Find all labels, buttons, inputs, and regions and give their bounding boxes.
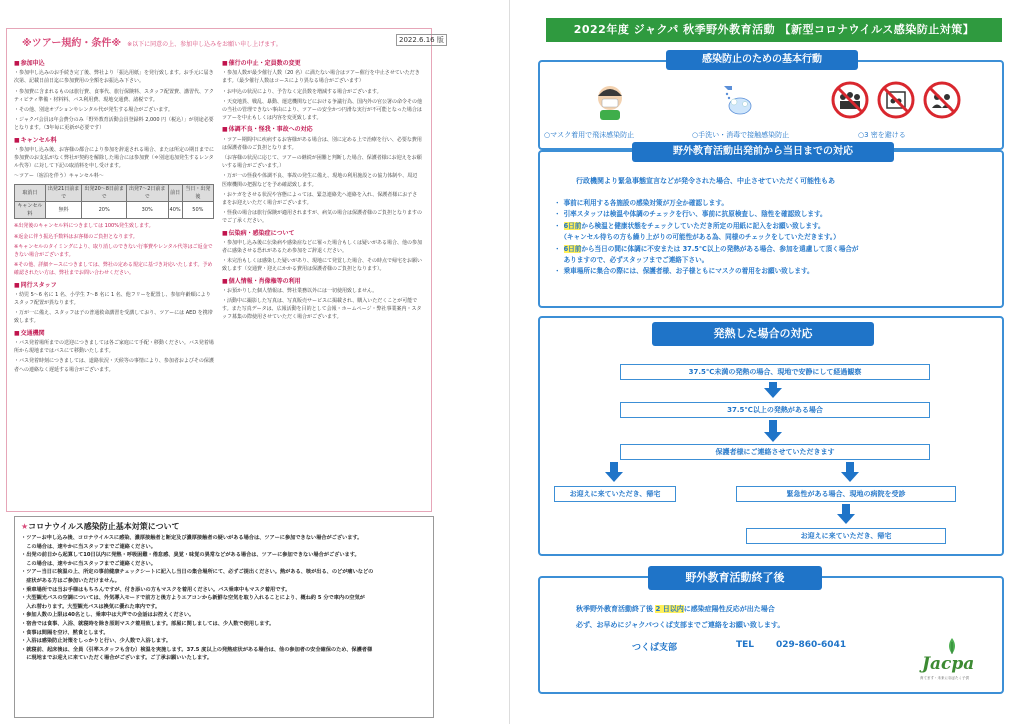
corona-line: 入れ替わります。大型観光バスは換気に優れた車内です。 [21,603,161,610]
section-heading: ■ 交通機関 [14,330,214,338]
pre-departure-frame [538,150,1004,308]
item-text: ありますので、必ずスタッフまでご連絡下さい。 [563,256,709,265]
post-activity-line1: 秋季野外教育活動終了後 2 日以内に感染症陽性反応が出た場合 [576,605,775,613]
bullet-icon: ・ [554,244,561,253]
corona-line: に現地までお迎えに来ていただく場合がございます。ご了承お願いいたします。 [21,655,213,662]
section-paragraph: ・幼児 5～6 名に 1 名、小学生 7～8 名に 1 名、他フリーを配置し、参加年齢順によりスタッフ配置が異なります。 [14,291,211,307]
terms-title-note: ※以下に同意の上、参加申し込みをお願い申し上げます。 [127,41,282,48]
terms-column-left [14,56,214,504]
section-paragraph: ※その他、詳細ケースにつきましては、弊社の定める規定に基づき対応いたします。予め確認されたい方は、弊社までお問い合わせください。 [14,262,213,277]
item-text: 事前に利用する各施設の感染対策が万全か確認します。 [563,199,728,207]
pre-departure-item [554,198,994,209]
bullet-icon: ・ [554,210,561,219]
bullet-icon: ・ [554,199,561,207]
no-crowd-icon [830,80,870,120]
section-heading: ■ 参加申込 [14,60,214,68]
flow-box-pickup-home-2: お迎えに来ていただき、帰宅 [746,528,946,544]
highlight-days: 6日前 [563,244,582,253]
terms-column-right [222,56,422,504]
caption-handwash: ○手洗い・消毒で接触感染防止 [692,131,790,139]
section-paragraph: ※返金に伴う振込手数料はお客様のご負担となります。 [14,233,138,240]
pre-departure-item [554,209,994,220]
flow-box-local-hospital: 緊急性がある場合、現地の病院を受診 [736,486,956,502]
corona-line: 症状がある方はご参加いただけません。 [21,577,120,584]
section-paragraph: ・バス発着場所までの送迎につきましては各ご家庭にて手配・移動ください。バス発着場所から現地まではバスにて移動いたします。 [14,339,214,355]
section-paragraph: ・天変地異、戦乱、暴動、運送機関などにおける争議行為、国内外の官公署の命令その他の当社の管理できない事由により、ツアーの安全かつ円滑な実行が不可能となった場合はツアーを中止もしくは内容を変更致します。 [222,98,422,122]
flow-box-below-37-5: 37.5℃未満の発熱の場合、現地で安静にして経過観察 [620,364,930,380]
section-paragraph: ・ジャクパ会員は年会費分のみ「野外教育活動会員登録料 2,000 円（税込）」が別途必要となります。（3年毎に更新が必要です） [14,117,214,132]
pre-departure-label: 野外教育活動出発前から当日までの対応 [632,142,894,162]
caption-avoid-3c: ○3 密を避ける [858,131,906,139]
cancel-table-header: 出発21日前まで [45,184,82,201]
item-text: から当日の間に体調に不安または 37.5℃以上の発熱がある場合、参加を遠慮して頂く場合が [581,244,859,253]
section-paragraph: ・お申込の状況により、予告なく定員数を増減する場合がございます。 [222,88,382,95]
highlight-days: 6日前 [563,221,582,230]
section-heading: ■ 伝染病・感染症について [222,230,422,238]
flow-box-pickup-home: お迎えに来ていただき、帰宅 [554,486,676,502]
cancel-table-header: 前日 [168,184,182,201]
corona-line: ・出発の前日から起算して10日以内に発熱・呼吸困難・倦怠感、臭覚・味覚の異常などがある場合は、ツアーに参加できない場合がございます。 [21,552,360,559]
corona-line: この場合は、速やかに当スタッフまでご連絡ください。 [21,560,156,567]
branch-name: つくば支部 [632,643,678,653]
pre-departure-list [554,198,994,278]
corona-line: ・大型観光バスの空調については、外気導入モードで前方と後方よりエアコンから新鮮な空気を取り入れることにより、概ね約 5 分で車内の空気が [21,595,365,602]
section-paragraph: ・参加申し込み後に伝染病や感染症などに罹った場合もしくは疑いがある場合、他の参加者に感染させる恐れがあるため参加をご辞退ください。 [222,239,422,255]
no-close-contact-icon [922,80,962,120]
section-heading: ■ 体調不良・怪我・事故への対応 [222,126,422,134]
section-paragraph: ・バス発着時刻につきましては、道路状況・天候等の事情により、参加者およびその保護者への連絡なく遅延する場合がございます。 [14,358,214,373]
corona-line: ・ツアーお申し込み後、コロナウイルスに感染、濃厚接触者と断定及び濃厚接触者の疑いがある場合は、ツアーに参加できない場合がございます。 [21,535,363,541]
cancel-table-row-label: キャンセル料 [15,202,46,219]
cancel-table-cell: 50% [182,202,213,219]
right-page [518,0,1024,724]
section-heading: ■ キャンセル料 [14,137,214,145]
corona-line: ・参加人数の上限は40名とし、乗車中は大声での会話はお控えください。 [21,612,195,619]
section-paragraph: ・おケガをさせる状況や容態によっては、緊急連絡先へ連絡を入れ、保護者様にお子さまをお迎えいただく場合がございます。 [222,191,418,207]
post-activity-label: 野外教育活動終了後 [648,566,822,590]
section-paragraph: ・参加申し込みのお手続き完了後、弊社より「振込用紙」を発行致します。お手元に届き次第、記載日前日迄に参加費用の全額をお振込み下さい。 [14,70,214,85]
fever-response-frame [538,316,1004,556]
basic-actions-frame [538,60,1004,150]
pre-departure-item [554,221,994,232]
cancel-table-header: 出発20～8日前まで [82,184,127,201]
post-activity-line2: 必ず、お早めにジャクパつくば支部までご連絡をお願い致します。 [576,621,785,629]
handwash-icon [718,80,758,120]
bullet-icon: ・ [554,267,561,276]
flow-box-contact-guardian: 保護者様にご連絡させていただきます [620,444,930,460]
flow-arrow [837,514,855,524]
corona-line: ・乗車場所では当お手様はもちろんですが、付き添いの方もマスクを着用ください。バス乗車中もマスク着用です。 [21,586,291,593]
cancel-table-header: 当日・出発後 [182,184,213,201]
pre-departure-item [554,255,994,266]
corona-lines [21,534,427,663]
flow-arrow [764,432,782,442]
section-paragraph: ・参加費に含まれるものは旅行費、食事代、旅行保険料、スタッフ配置費、講習代、アクティビティ準備・材料料、バス利用費、現地交通費、諸税です。 [14,88,214,103]
basic-actions-label: 感染防止のための基本行動 [666,50,858,70]
cancel-table-cell: 30% [126,202,168,219]
pre-departure-intro: 行政機関より緊急事態宣言などが発令された場合、中止させていただく可能性もあ [576,177,835,185]
corona-line: ・就寝前、起床後は、全員（引率スタッフも含む）検温を実施します。37.5 度以上の発熱症状がある場合は、他の参加者の安全確保のため、保護者様 [21,646,373,653]
section-paragraph: ・お預かりした個人情報は、弊社業務以外には一切使用致しません。 [222,287,378,294]
pre-departure-item [554,244,994,255]
section-paragraph: ・参加人数が最少催行人数（20 名）に満たない場合はツアー催行を中止させていただきます。（最少催行人数はコースにより異なる場合がございます） [222,70,420,85]
no-closed-space-icon [876,80,916,120]
leaf-icon [942,636,962,656]
section-paragraph: ・怪我の場合は旅行保険が適用されますが、病気の場合は保護者様のご負担となりますのでご了承ください。 [222,210,422,225]
basic-actions-pictures [540,80,1006,139]
flow-arrow [841,472,859,482]
tel-label: TEL [736,640,755,650]
corona-line: ・食事は間隔を空け、黙食とします。 [21,629,109,636]
section-paragraph: ～ツアー（宿泊を伴う）キャンセル料～ [14,173,104,180]
corona-measures-box [14,516,434,718]
flow-arrow [605,472,623,482]
cancel-table-header: 取消日 [15,184,46,201]
jacpa-logo [920,636,990,686]
left-page [0,0,510,724]
section-paragraph: ・万が一の怪我や体調不良、事故の発生に備え、現地の利用施設との協力体制や、周辺医療機関の把握などを予め確認致します。 [222,173,418,188]
section-paragraph: ・未完治もしくは感染した疑いがあり、現地にて発覚した場合、その時点で帰宅をお願い致します（交通費・迎えにかかる費用は保護者様のご負担となります）。 [222,258,422,273]
tel-number: 029-860-6041 [776,640,847,650]
section-heading: ■ 同行スタッフ [14,282,214,290]
cancel-table-header: 出発7～2日前まで [126,184,168,201]
item-text: 引率スタッフは検温や体調のチェックを行い、事前に抗原検査し、陰性を確認致します。 [563,210,827,219]
mask-icon [590,80,630,120]
corona-line: ・宿舎では食事、入浴、就寝時を除き原則マスク着用致します。部屋に関しましては、少人数で使用します。 [21,620,275,627]
section-paragraph: ※キャンセルのタイミングにより、取り消しのできない行事費やレンタル代等はご返金できない場合がございます。 [14,243,213,259]
corona-line: ・入浴は感染防止対策をしっかりと行い、少人数で入浴します。 [21,638,172,645]
bullet-icon [554,256,561,264]
cancel-fee-table [14,184,214,220]
item-text: から検温と健康状態をチェックしていただき所定の用紙に記入をお願い致します。 [581,221,825,230]
bullet-icon: ・ [554,221,561,230]
pre-departure-item [554,266,994,277]
post-activity-frame [538,576,1004,694]
logo-text: Jacpa [922,654,975,674]
item-text: （キャンセル待ちの方も繰り上がりの可能性がある為、同様のチェックをしていただきます。） [563,233,840,242]
terms-date: 2022.6.16 版 [396,34,447,46]
corona-line: この場合は、速やかに当スタッフまでご連絡ください。 [21,543,156,550]
section-heading: ■ 個人情報・肖像権等の利用 [222,278,422,286]
section-paragraph: ・万が一に備え、スタッフは子の普通救命講習を受講しており、ツアーには AED を携帯致します。 [14,310,213,325]
cancel-table-cell: 20% [82,202,127,219]
cancel-table-cell: 40% [168,202,182,219]
bullet-icon [554,233,561,241]
caption-mask: ○マスク着用で飛沫感染防止 [544,131,635,139]
flow-box-above-37-5: 37.5℃以上の発熱がある場合 [620,402,930,418]
pre-departure-item [554,232,994,243]
section-heading: ■ 催行の中止・定員数の変更 [222,60,422,68]
section-paragraph: ・ツアー期間中に疾病するお客様がある場合は、別に定める上で治療を行い、必要な費用は保護者様のご負担となります。 [222,136,422,151]
section-paragraph: ・その他、別途オプションやレンタル代が発生する場合がございます。 [14,107,173,114]
section-paragraph: （お客様の状況に応じて、ツアーの継続が困難と判断した場合、保護者様にお迎えをお願いする場合がございます。） [222,155,422,170]
section-paragraph: ・参加申し込み後、お客様の都合により参加を辞退される場合、または所定の期日までに参加費のお支払がなく弊社が契約を解除した場合には参加費（＊別途追加発生するレンタル代等）に対して下記の取消料を申し受けます。 [14,146,214,170]
corona-title: ★コロナウイルス感染防止基本対策について [21,522,180,531]
section-paragraph: ・活動中に撮影した写真は、写真販売サービスに掲載され、購入いただくことが可能です。また写真データは、広報活動を目的として会報・ホームページ・弊社事業案内・スタッフ募集の際使用させていただく場合がございます。 [222,298,422,321]
terms-title: ※ツアー規約・条件※ ※以下に同意の上、参加申し込みをお願い申し上げます。 [22,38,282,49]
fever-response-label: 発熱した場合の対応 [652,322,874,346]
cancel-table-cell: 無料 [45,202,82,219]
section-paragraph: ※出発後のキャンセル料につきましては 100%発生致します。 [14,223,154,230]
flyer-banner: 2022年度 ジャクパ 秋季野外教育活動 【新型コロナウイルス感染防止対策】 [546,18,1002,42]
corona-line: ・ツアー当日に検温の上、所定の事前健康チェックシートに記入し当日の集合場所にて、必ずご提出ください。熱がある、咳が出る、のどが痛いなどの [21,569,374,576]
logo-subtitle: 育てます・未来に羽ばたく子供 [920,676,969,680]
item-text: 乗車場所に集合の際には、保護者様、お子様ともにマスクの着用をお願い致します。 [563,267,814,276]
flow-arrow [764,388,782,398]
